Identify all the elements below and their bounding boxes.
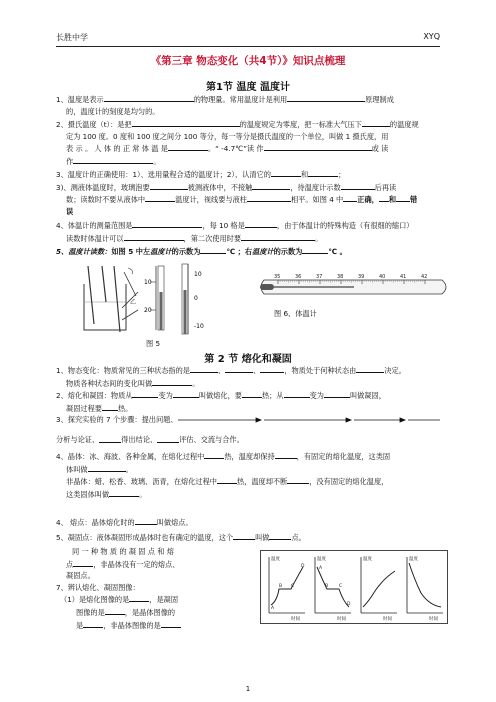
g2-D: D: [347, 602, 351, 607]
arrow: [99, 438, 121, 443]
right-scale-minus10: -10: [194, 323, 204, 330]
left-scale-10: 10: [144, 279, 152, 286]
header-code: XYQ: [423, 32, 440, 41]
g1-A: A: [271, 606, 275, 611]
melting-graphs-figure: [260, 550, 448, 624]
g1-ylabel: 温度: [271, 557, 280, 562]
s2-item-5: 5、凝固点：液体凝固形成晶体时也有确定的温度，这个 叫做 点。: [56, 533, 306, 542]
s1-item-2: 2、摄氏温度（t）：是把 的温度规定为零度，把一标准大气压下 的温度规 定为 100 度。0 度和 100 度之间分 100 等分，每一等分是摄氏温度的一个单位，叫做 1 摄氏度，用 表 示 。 人 体 的 正 常 体 温 是 。“ -4.7℃”读 作 或 读 作 。: [56, 120, 419, 166]
s2-item-2: 2、熔化和凝固：物质从 变为 叫做熔化，要 热；从 变为 叫做凝固， 凝固过程要 热。: [56, 391, 386, 413]
page-number: 1: [245, 685, 251, 693]
school-name: 长胜中学: [56, 33, 88, 42]
melting-graphs: [261, 551, 447, 623]
section-1-heading: 第1节 温度 温度计: [206, 82, 290, 93]
section-2-heading: 第 2 节 熔化和凝固: [204, 354, 292, 365]
left-thermometer-scale: [144, 266, 164, 330]
g2-xlabel: 时间: [337, 617, 346, 622]
g1-C: C: [291, 584, 295, 589]
clinical-tick-label: 41: [400, 274, 407, 280]
s2-item-4: 4、晶体：冰、海波、各种金属，在熔化过程中 热，温度却保持 ，有固定的熔化温度，这类固 体叫做 。 非晶体：蜡、松香、玻璃、沥青，在熔化过程中 热，温度却不断 ，没有固定的熔化温度， 这类固体叫做 。: [56, 452, 391, 499]
figure-4-5-thermometers: [80, 262, 245, 338]
g2-ylabel: 温度: [317, 557, 326, 562]
g1-D: D: [301, 564, 305, 569]
s2-item-4b: 4、 熔点：晶体熔化时的 叫做熔点。: [56, 518, 193, 527]
page-header: [56, 30, 440, 47]
g2-B: B: [325, 584, 329, 589]
figure-5-caption: 图 5: [146, 339, 161, 348]
right-scale-0: 0: [194, 295, 198, 302]
figure-6-caption: 图 6、体温计: [274, 309, 317, 318]
s2-item-5-cont: 同 一 种 物 质 的 凝 固 点 和 熔 点 ，非晶体没有一定的熔点、 凝固点。 7、辨认熔化、凝固图像： （1）是熔化图像的是 ，是凝固 图像的是 ，是晶体图像的 是 ，非晶体图像的是: [56, 547, 180, 630]
s2-item-3-cont: 分析与论证、 得出结论、 评估、交流与合作。: [56, 435, 244, 444]
arrow: [157, 438, 179, 443]
g2-C: C: [339, 584, 343, 589]
g1-xlabel: 时间: [291, 617, 300, 622]
clinical-tick-label: 36: [295, 274, 302, 280]
clinical-tick-label: 42: [421, 274, 428, 280]
s1-item-5: 5、温度计读数：如图 5 中左温度计的示数为 ℃ ；右温度计的示数为 ℃ 。: [56, 247, 347, 256]
s1-item-3: 3、温度计的正确使用：1）、选用量程合适的温度计；2）、认清它的 和 ； 3)、测液体温度时，玻璃泡要 被测液体中，不接触 ，待温度计示数 后再读 数；读数时不要从液体中 温度计，视线要与液柱 相平。如图 4 中 正确， 和 错 误: [56, 170, 418, 216]
clinical-tick-label: 37: [316, 274, 323, 280]
clinical-tick-label: 38: [337, 274, 344, 280]
left-scale-20: 20: [144, 307, 152, 314]
g3-ylabel: 温度: [363, 557, 372, 562]
right-scale-10: 10: [194, 271, 202, 278]
s1-item-1: 1、温度是表示 的物理量。常用温度计是利用 原理制成 的，温度计的刻度是均匀的。: [56, 95, 394, 116]
right-thermometer-scale: [182, 264, 204, 334]
s2-item-3: 3、探究实验的 7 个步骤：提出问题、: [56, 415, 178, 424]
g4-ylabel: 温度: [409, 557, 418, 562]
document-title: 《第三章 物态变化（共4节）》知识点梳理: [150, 55, 346, 67]
clinical-tick-label: 35: [274, 274, 281, 280]
beaker-figure: [84, 266, 138, 332]
g2-A: A: [319, 566, 323, 571]
s1-item-4: 4、体温计的测量范围是 ，每 10 格是 ，由于体温计的特殊构造（有很细的缩口） 读数时体温计可以 ，第二次使用时要 。: [56, 221, 414, 243]
clinical-tick-label: 40: [379, 274, 386, 280]
s2-item-1: 1、物态变化：物质常见的三种状态指的是 、 、 ，物质处于何种状态由 决定。 物质各种状态间的变化叫做 。: [56, 366, 406, 388]
fig4-label-yi: 乙: [130, 299, 137, 306]
clinical-tick-label: 39: [358, 274, 365, 280]
figure-6-clinical-thermometer: [256, 270, 452, 304]
g1-B: B: [279, 584, 283, 589]
g4-xlabel: 时间: [429, 617, 438, 622]
g3-xlabel: 时间: [383, 617, 392, 622]
